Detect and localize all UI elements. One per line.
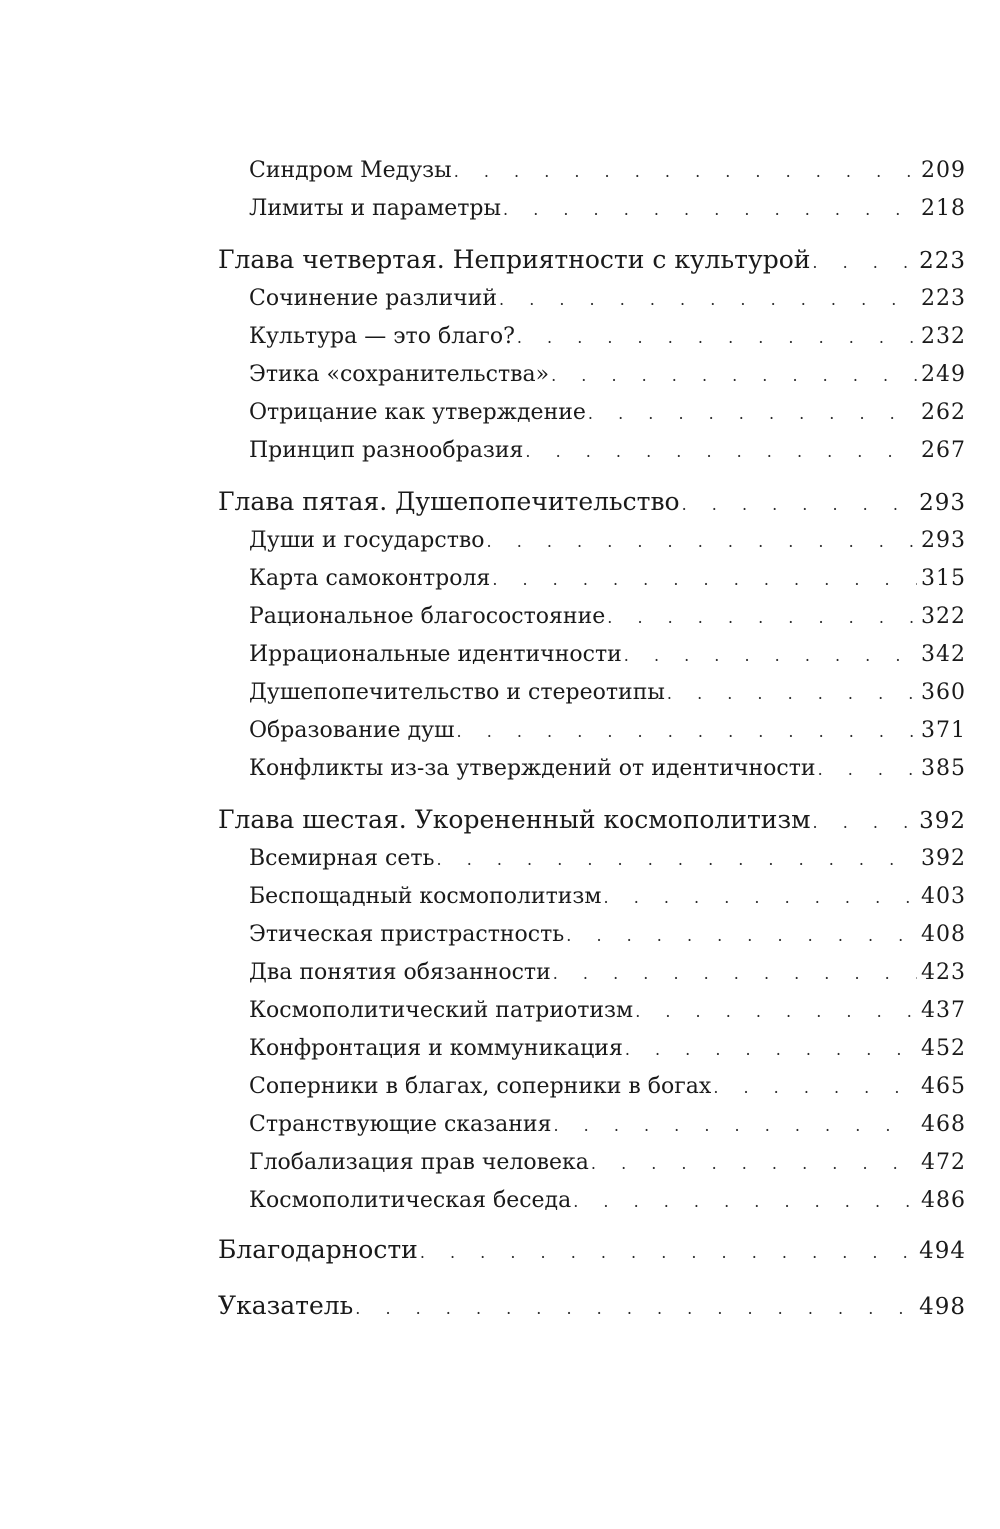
toc-entry-page: 223 [921, 286, 966, 311]
toc-entry[interactable] [218, 954, 966, 992]
toc-entry[interactable] [218, 432, 966, 470]
toc-entry[interactable] [218, 840, 966, 878]
toc-entry-page: 218 [921, 196, 966, 221]
toc-acknowledgements[interactable] [218, 1226, 966, 1274]
toc-entry-title: Космополитический патриотизм [249, 998, 634, 1023]
toc-entry[interactable] [218, 1144, 966, 1182]
toc-entry-page: 209 [921, 158, 966, 183]
dot-leader [591, 1145, 917, 1183]
dot-leader [517, 319, 917, 357]
dot-leader [813, 799, 916, 847]
toc-chapter[interactable] [218, 796, 966, 844]
table-of-contents [218, 152, 966, 1330]
toc-entry[interactable] [218, 280, 966, 318]
toc-entry-page: 293 [921, 528, 966, 553]
toc-entry[interactable] [218, 1106, 966, 1144]
toc-entry[interactable] [218, 916, 966, 954]
dot-leader [682, 481, 915, 529]
toc-entry-title: Душепопечительство и стереотипы [249, 680, 665, 705]
toc-entry-page: 385 [921, 756, 966, 781]
toc-entry-page: 232 [921, 324, 966, 349]
toc-entry[interactable] [218, 878, 966, 916]
toc-entry-title: Иррациональные идентичности [249, 642, 622, 667]
toc-entry[interactable] [218, 712, 966, 750]
dot-leader [625, 1031, 917, 1069]
toc-index[interactable] [218, 1282, 966, 1330]
toc-entry-page: 249 [921, 362, 966, 387]
toc-entry[interactable] [218, 394, 966, 432]
dot-leader [588, 395, 917, 433]
toc-entry-page: 465 [921, 1074, 966, 1099]
dot-leader [566, 917, 917, 955]
toc-entry[interactable] [218, 318, 966, 356]
dot-leader [420, 1229, 915, 1277]
toc-entry-title: Конфронтация и коммуникация [249, 1036, 623, 1061]
toc-entry[interactable] [218, 636, 966, 674]
dot-leader [818, 751, 917, 789]
dot-leader [355, 1285, 915, 1333]
dot-leader [487, 523, 917, 561]
toc-entry-page: 371 [921, 718, 966, 743]
toc-chapter-page: 494 [919, 1238, 966, 1264]
dot-leader [457, 713, 917, 751]
toc-entry-title: Синдром Медузы [249, 158, 452, 183]
dot-leader [553, 1107, 917, 1145]
toc-entry-page: 342 [921, 642, 966, 667]
dot-leader [553, 955, 917, 993]
toc-entry[interactable] [218, 190, 966, 228]
toc-entry-title: Лимиты и параметры [249, 196, 502, 221]
toc-entry-title: Отрицание как утверждение [249, 400, 586, 425]
dot-leader [503, 191, 917, 229]
toc-chapter-title: Благодарности [218, 1235, 418, 1264]
toc-entry-page: 472 [921, 1150, 966, 1175]
toc-entry-title: Культура — это благо? [249, 324, 515, 349]
toc-chapter-title: Глава шестая. Укорененный космополитизм [218, 805, 811, 834]
toc-entry-title: Два понятия обязанности [249, 960, 551, 985]
toc-chapter-title: Глава четвертая. Неприятности с культурой [218, 245, 811, 274]
toc-entry-title: Этика «сохранительства» [249, 362, 550, 387]
toc-entry[interactable] [218, 598, 966, 636]
toc-chapter-page: 293 [919, 490, 966, 516]
toc-entry[interactable] [218, 1030, 966, 1068]
toc-entry[interactable] [218, 522, 966, 560]
toc-entry-title: Принцип разнообразия [249, 438, 524, 463]
toc-entry[interactable] [218, 674, 966, 712]
toc-entry-page: 262 [921, 400, 966, 425]
toc-entry-title: Сочинение различий [249, 286, 498, 311]
toc-entry-title: Странствующие сказания [249, 1112, 552, 1137]
toc-entry-title: Этическая пристрастность [249, 922, 565, 947]
toc-entry[interactable] [218, 356, 966, 394]
toc-subsection-continued [218, 152, 966, 228]
toc-entry[interactable] [218, 1068, 966, 1106]
toc-entry-title: Всемирная сеть [249, 846, 435, 871]
toc-chapter-page: 223 [919, 248, 966, 274]
dot-leader [607, 599, 917, 637]
dot-leader [499, 281, 917, 319]
toc-entry-page: 408 [921, 922, 966, 947]
toc-chapter[interactable] [218, 236, 966, 284]
toc-entry-title: Души и государство [249, 528, 485, 553]
dot-leader [492, 561, 917, 599]
toc-entry[interactable] [218, 750, 966, 788]
dot-leader [624, 637, 917, 675]
dot-leader [525, 433, 917, 471]
toc-entry-page: 486 [921, 1188, 966, 1213]
toc-entry-page: 452 [921, 1036, 966, 1061]
toc-chapter[interactable] [218, 478, 966, 526]
toc-entry-page: 423 [921, 960, 966, 985]
toc-chapter-title: Глава пятая. Душепопечительство [218, 487, 680, 516]
toc-chapter-page: 392 [919, 808, 966, 834]
toc-entry-title: Космополитическая беседа [249, 1188, 572, 1213]
dot-leader [573, 1183, 917, 1221]
toc-chapter-page: 498 [919, 1294, 966, 1320]
dot-leader [812, 239, 915, 287]
toc-entry-title: Соперники в благах, соперники в богах [249, 1074, 712, 1099]
dot-leader [667, 675, 917, 713]
dot-leader [551, 357, 917, 395]
toc-entry-title: Рациональное благосостояние [249, 604, 606, 629]
toc-entry-page: 315 [921, 566, 966, 591]
dot-leader [604, 879, 917, 917]
toc-chapter-title: Указатель [218, 1291, 354, 1320]
toc-entry[interactable] [218, 560, 966, 598]
toc-entry-page: 403 [921, 884, 966, 909]
toc-entry[interactable] [218, 152, 966, 190]
dot-leader [635, 993, 917, 1031]
toc-entry[interactable] [218, 1182, 966, 1220]
dot-leader [713, 1069, 917, 1107]
toc-entry[interactable] [218, 992, 966, 1030]
toc-entry-title: Карта самоконтроля [249, 566, 491, 591]
toc-entry-page: 360 [921, 680, 966, 705]
toc-entry-page: 437 [921, 998, 966, 1023]
toc-entry-title: Глобализация прав человека [249, 1150, 589, 1175]
toc-entry-title: Образование душ [249, 718, 455, 743]
toc-entry-page: 267 [921, 438, 966, 463]
dot-leader [454, 153, 917, 191]
toc-entry-page: 468 [921, 1112, 966, 1137]
toc-entry-page: 392 [921, 846, 966, 871]
dot-leader [437, 841, 917, 879]
toc-entry-title: Конфликты из-за утверждений от идентичности [249, 756, 816, 781]
toc-entry-page: 322 [921, 604, 966, 629]
toc-entry-title: Беспощадный космополитизм [249, 884, 602, 909]
